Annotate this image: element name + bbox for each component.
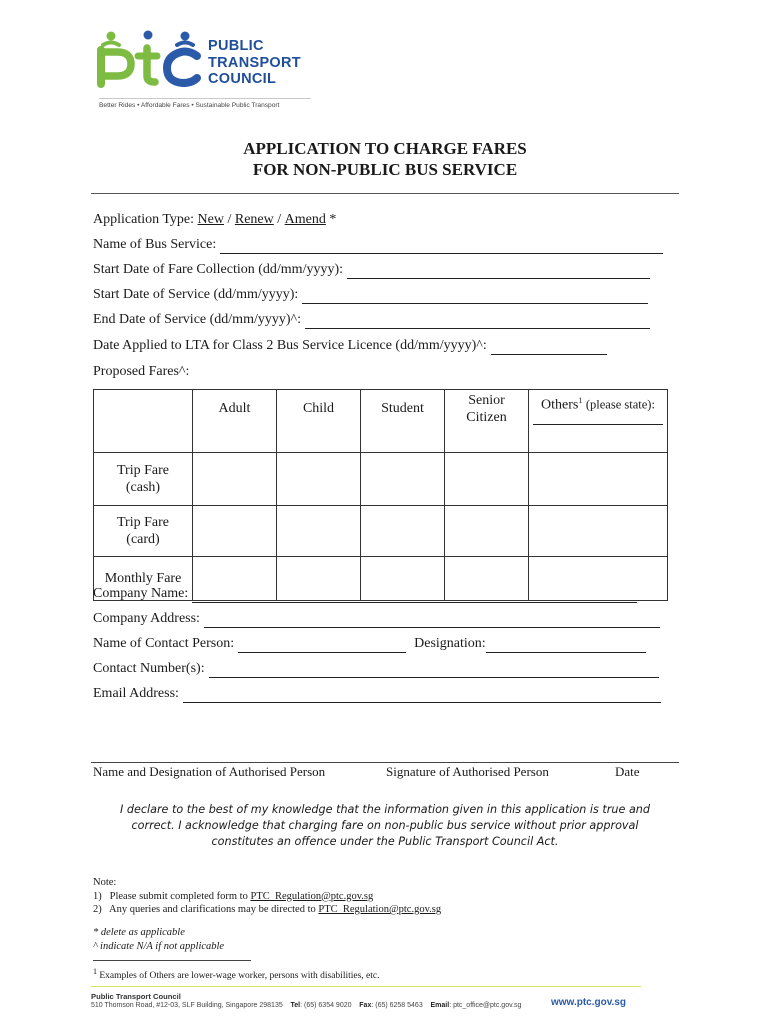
others-label: Others: [541, 397, 579, 413]
org-name-line: PUBLIC: [208, 38, 264, 54]
footnote-marker: 1: [93, 967, 97, 976]
fare-cell[interactable]: [445, 453, 529, 506]
row-header-trip-card: [94, 506, 193, 557]
fare-cell[interactable]: [277, 453, 361, 506]
declaration-line: I declare to the best of my knowledge that the information given in this application is true and: [120, 803, 650, 816]
service-start-label: Start Date of Service (dd/mm/yyyy):: [93, 287, 299, 302]
declaration-line: correct. I acknowledge that charging fare on non-public bus service without prior approval: [131, 819, 639, 832]
service-end-label: End Date of Service (dd/mm/yyyy)^:: [93, 312, 301, 327]
fare-cell[interactable]: [529, 453, 668, 506]
fare-cell[interactable]: [193, 506, 277, 557]
company-name-field[interactable]: [192, 589, 637, 603]
delete-note: * delete as applicable: [93, 927, 185, 938]
table-corner-cell: [94, 390, 193, 453]
form-title-line1: APPLICATION TO CHARGE FARES: [243, 139, 527, 158]
table-row: [94, 506, 668, 557]
footer-divider: [91, 986, 641, 987]
email-link[interactable]: PTC_Regulation@ptc.gov.sg: [250, 890, 374, 902]
column-header-adult: Adult: [193, 390, 277, 453]
org-name: [208, 38, 301, 88]
signature-label: Signature of Authorised Person: [386, 764, 549, 779]
option-new[interactable]: New: [197, 212, 224, 227]
tel-value: : (65) 6354 9020: [300, 1002, 352, 1009]
fare-table: [93, 389, 668, 601]
fare-start-row: [93, 261, 650, 279]
email-label: Email: [430, 1002, 450, 1009]
fare-cell[interactable]: [361, 453, 445, 506]
tagline: Better Rides • Affordable Fares • Sustainable Public Transport: [99, 98, 311, 109]
date-label: Date: [615, 764, 640, 779]
company-name-row: [93, 585, 637, 603]
table-row: [94, 453, 668, 506]
declaration-line: constitutes an offence under the Public Transport Council Act.: [211, 835, 559, 848]
lta-date-field[interactable]: [491, 341, 607, 355]
form-title-line2: FOR NON-PUBLIC BUS SERVICE: [252, 160, 518, 179]
footer-address: 510 Thomson Road, #12-03, SLF Building, Singapore 298135: [91, 1002, 283, 1009]
notes-heading: Note:: [93, 877, 117, 888]
lta-date-label: Date Applied to LTA for Class 2 Bus Service Licence (dd/mm/yyyy)^:: [93, 338, 487, 353]
bus-service-field[interactable]: [220, 240, 663, 254]
row-header-monthly: Monthly Fare: [94, 557, 193, 601]
contact-number-label: Contact Number(s):: [93, 661, 205, 676]
legend: [93, 926, 224, 953]
form-title: [0, 138, 770, 180]
option-renew[interactable]: Renew: [234, 212, 274, 227]
service-end-row: [93, 311, 650, 329]
service-start-row: [93, 286, 648, 304]
na-note: ^ indicate N/A if not applicable: [93, 940, 225, 952]
column-header-child: Child: [277, 390, 361, 453]
bus-service-row: [93, 236, 663, 254]
others-footnote-marker: 1: [578, 396, 583, 405]
tel-label: Tel: [290, 1002, 301, 1009]
proposed-fares-label: Proposed Fares^:: [93, 364, 190, 379]
authorised-person-label: Name and Designation of Authorised Person: [93, 764, 326, 779]
note-text: 1) Please submit completed form to: [93, 890, 251, 902]
option-separator: /: [273, 212, 285, 227]
footnote-text: Examples of Others are lower-wage worker, persons with disabilities, etc.: [99, 971, 380, 982]
application-type-row: [93, 211, 336, 229]
designation-label: Designation:: [414, 636, 486, 651]
footer-org: Public Transport Council: [91, 992, 181, 1001]
fax-label: Fax: [359, 1002, 372, 1009]
contact-person-label: Name of Contact Person:: [93, 636, 235, 651]
column-header-student: Student: [361, 390, 445, 453]
email-value: : ptc_office@ptc.gov.sg: [449, 1002, 522, 1009]
notes: [93, 876, 441, 917]
column-header-senior-label: Senior Citizen: [466, 393, 507, 425]
org-name-line: COUNCIL: [208, 71, 277, 87]
fare-start-field[interactable]: [347, 265, 650, 279]
fare-cell[interactable]: [445, 506, 529, 557]
contact-number-field[interactable]: [209, 664, 659, 678]
option-separator: /: [223, 212, 235, 227]
fax-value: : (65) 6258 5463: [371, 1002, 423, 1009]
lta-date-row: [93, 337, 607, 355]
others-specify-field[interactable]: [533, 424, 663, 425]
footer-website[interactable]: www.ptc.gov.sg: [551, 997, 627, 1008]
contact-number-row: [93, 660, 659, 678]
signature-line[interactable]: [91, 762, 679, 763]
fare-cell[interactable]: [529, 506, 668, 557]
bus-service-label: Name of Bus Service:: [93, 237, 217, 252]
option-amend[interactable]: Amend: [284, 212, 326, 227]
ptc-logo-mark: [101, 31, 197, 85]
note-text: 2) Any queries and clarifications may be directed to: [93, 904, 319, 915]
email-row: [93, 685, 661, 703]
org-name-line: TRANSPORT: [208, 54, 301, 71]
row-header-trip-cash: [94, 453, 193, 506]
designation-field[interactable]: [486, 639, 646, 653]
email-label: Email Address:: [93, 686, 179, 701]
service-start-field[interactable]: [302, 290, 648, 304]
row-header-label: Trip Fare (cash): [117, 463, 169, 495]
application-type-label: Application Type:: [93, 212, 195, 227]
declaration: [0, 802, 770, 850]
email-link[interactable]: PTC_Regulation@ptc.gov.sg: [318, 904, 442, 915]
note-item: [93, 890, 441, 904]
footnote: [93, 967, 380, 981]
column-header-senior: [445, 390, 529, 453]
row-header-label: Trip Fare (card): [117, 515, 169, 547]
fare-cell[interactable]: [277, 506, 361, 557]
others-note: (please state):: [585, 397, 655, 412]
contact-person-row: [93, 635, 646, 653]
note-item: [93, 903, 441, 917]
fare-start-label: Start Date of Fare Collection (dd/mm/yyyy):: [93, 262, 344, 277]
fare-cell[interactable]: [361, 506, 445, 557]
proposed-fares-row: [93, 363, 189, 381]
company-name-label: Company Name:: [93, 586, 189, 601]
company-address-row: [93, 610, 660, 628]
fare-cell[interactable]: [193, 453, 277, 506]
table-header-row: [94, 390, 668, 453]
service-end-field[interactable]: [305, 315, 650, 329]
footnote-divider: [93, 960, 251, 961]
email-field[interactable]: [183, 689, 661, 703]
asterisk: *: [325, 212, 337, 227]
company-address-label: Company Address:: [93, 611, 200, 626]
contact-person-field[interactable]: [238, 639, 406, 653]
footer-contact: [91, 1002, 521, 1009]
company-address-field[interactable]: [204, 614, 660, 628]
column-header-others: [529, 390, 668, 453]
title-divider: [91, 193, 679, 194]
